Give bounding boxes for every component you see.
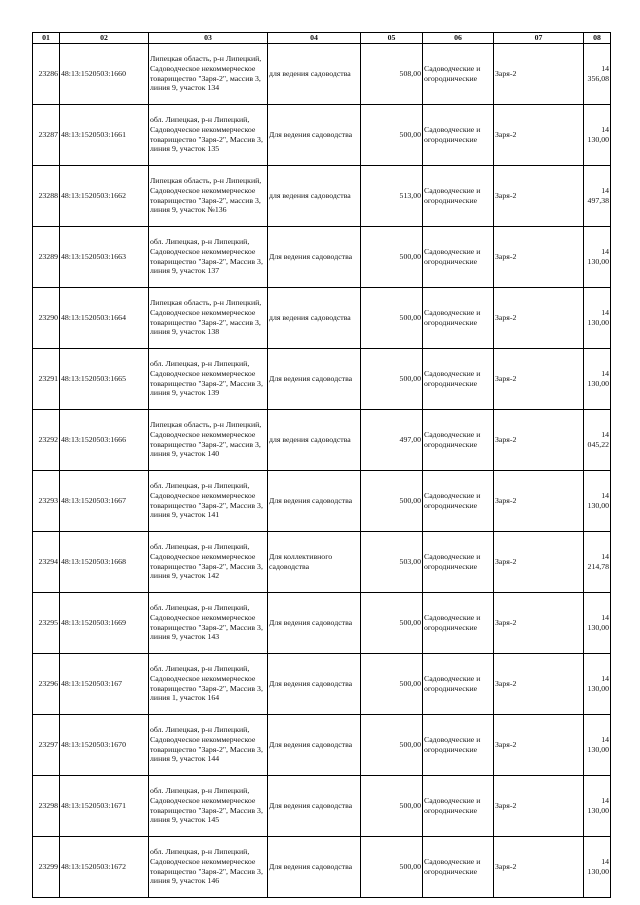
- plot-address-cell: обл. Липецкая, р-н Липецкий, Садоводческое некоммерческое товарищество "Заря-2", Массив 3, линия 9, участок 143: [149, 592, 268, 653]
- land-category-cell: Садоводческие и огороднические: [423, 836, 494, 897]
- plot-area-cell: 497,00: [361, 409, 423, 470]
- permitted-use-cell: Для ведения садоводства: [268, 592, 361, 653]
- society-name-cell: Заря-2: [494, 531, 584, 592]
- society-name-cell: Заря-2: [494, 592, 584, 653]
- plot-address-cell: обл. Липецкая, р-н Липецкий, Садоводческое некоммерческое товарищество "Заря-2", Массив 3, линия 9, участок 146: [149, 836, 268, 897]
- cadastral-value-cell: 14 130,00: [584, 348, 611, 409]
- table-row: [33, 592, 611, 653]
- land-category-cell: Садоводческие и огороднические: [423, 409, 494, 470]
- header-cell: 01: [33, 33, 60, 44]
- cadastral-value-cell: 14 214,78: [584, 531, 611, 592]
- record-number-cell: 23297: [33, 714, 60, 775]
- cadastral-number-cell: 48:13:1520503:1663: [60, 226, 149, 287]
- permitted-use-cell: для ведения садоводства: [268, 287, 361, 348]
- plot-area-cell: 500,00: [361, 836, 423, 897]
- table-header-row: [33, 33, 611, 44]
- record-number-cell: 23299: [33, 836, 60, 897]
- society-name-cell: Заря-2: [494, 653, 584, 714]
- plot-area-cell: 500,00: [361, 470, 423, 531]
- cadastral-number-cell: 48:13:1520503:1662: [60, 165, 149, 226]
- record-number-cell: 23288: [33, 165, 60, 226]
- society-name-cell: Заря-2: [494, 775, 584, 836]
- plot-address-cell: Липецкая область, р-н Липецкий, Садоводческое некоммерческое товарищество "Заря-2", массив 3, линия 9, участок 134: [149, 43, 268, 104]
- cadastral-number-cell: 48:13:1520503:1670: [60, 714, 149, 775]
- plot-address-cell: Липецкая область, р-н Липецкий, Садоводческое некоммерческое товарищество "Заря-2", массив 3, линия 9, участок №136: [149, 165, 268, 226]
- record-number-cell: 23295: [33, 592, 60, 653]
- permitted-use-cell: Для ведения садоводства: [268, 104, 361, 165]
- permitted-use-cell: Для ведения садоводства: [268, 714, 361, 775]
- table-row: [33, 836, 611, 897]
- land-category-cell: Садоводческие и огороднические: [423, 165, 494, 226]
- permitted-use-cell: Для ведения садоводства: [268, 470, 361, 531]
- society-name-cell: Заря-2: [494, 226, 584, 287]
- cadastral-number-cell: 48:13:1520503:1667: [60, 470, 149, 531]
- plot-area-cell: 513,00: [361, 165, 423, 226]
- plot-area-cell: 500,00: [361, 775, 423, 836]
- society-name-cell: Заря-2: [494, 470, 584, 531]
- cadastral-value-cell: 14 497,38: [584, 165, 611, 226]
- society-name-cell: Заря-2: [494, 43, 584, 104]
- society-name-cell: Заря-2: [494, 714, 584, 775]
- table-row: [33, 287, 611, 348]
- land-category-cell: Садоводческие и огороднические: [423, 592, 494, 653]
- cadastral-number-cell: 48:13:1520503:1665: [60, 348, 149, 409]
- plot-area-cell: 500,00: [361, 104, 423, 165]
- cadastral-number-cell: 48:13:1520503:167: [60, 653, 149, 714]
- plot-area-cell: 500,00: [361, 714, 423, 775]
- record-number-cell: 23291: [33, 348, 60, 409]
- land-category-cell: Садоводческие и огороднические: [423, 653, 494, 714]
- table-row: [33, 775, 611, 836]
- cadastral-value-cell: 14 356,08: [584, 43, 611, 104]
- cadastral-value-cell: 14 130,00: [584, 226, 611, 287]
- permitted-use-cell: Для ведения садоводства: [268, 226, 361, 287]
- header-cell: 02: [60, 33, 149, 44]
- table-row: [33, 714, 611, 775]
- plot-area-cell: 508,00: [361, 43, 423, 104]
- society-name-cell: Заря-2: [494, 409, 584, 470]
- cadastral-value-cell: 14 130,00: [584, 104, 611, 165]
- record-number-cell: 23286: [33, 43, 60, 104]
- cadastral-number-cell: 48:13:1520503:1660: [60, 43, 149, 104]
- land-category-cell: Садоводческие и огороднические: [423, 531, 494, 592]
- cadastral-number-cell: 48:13:1520503:1671: [60, 775, 149, 836]
- cadastral-value-cell: 14 130,00: [584, 775, 611, 836]
- plot-address-cell: обл. Липецкая, р-н Липецкий, Садоводческое некоммерческое товарищество "Заря-2", Массив 3, линия 1, участок 164: [149, 653, 268, 714]
- table-row: [33, 653, 611, 714]
- permitted-use-cell: Для коллективного садоводства: [268, 531, 361, 592]
- cadastral-value-cell: 14 045,22: [584, 409, 611, 470]
- cadastral-value-cell: 14 130,00: [584, 592, 611, 653]
- land-category-cell: Садоводческие и огороднические: [423, 226, 494, 287]
- table-row: [33, 165, 611, 226]
- permitted-use-cell: для ведения садоводства: [268, 165, 361, 226]
- table-row: [33, 43, 611, 104]
- cadastral-value-cell: 14 130,00: [584, 836, 611, 897]
- permitted-use-cell: Для ведения садоводства: [268, 775, 361, 836]
- land-plot-table: [32, 32, 611, 898]
- table-body: [33, 43, 611, 897]
- plot-area-cell: 500,00: [361, 592, 423, 653]
- header-cell: 03: [149, 33, 268, 44]
- land-category-cell: Садоводческие и огороднические: [423, 348, 494, 409]
- plot-address-cell: обл. Липецкая, р-н Липецкий, Садоводческое некоммерческое товарищество "Заря-2", Массив 3, линия 9, участок 139: [149, 348, 268, 409]
- plot-address-cell: обл. Липецкая, р-н Липецкий, Садоводческое некоммерческое товарищество "Заря-2", Массив 3, линия 9, участок 135: [149, 104, 268, 165]
- plot-address-cell: обл. Липецкая, р-н Липецкий, Садоводческое некоммерческое товарищество "Заря-2", Массив 3, линия 9, участок 141: [149, 470, 268, 531]
- plot-address-cell: Липецкая область, р-н Липецкий, Садоводческое некоммерческое товарищество "Заря-2", массив 3, линия 9, участок 140: [149, 409, 268, 470]
- society-name-cell: Заря-2: [494, 287, 584, 348]
- cadastral-value-cell: 14 130,00: [584, 287, 611, 348]
- land-category-cell: Садоводческие и огороднические: [423, 43, 494, 104]
- table-row: [33, 470, 611, 531]
- permitted-use-cell: Для ведения садоводства: [268, 836, 361, 897]
- society-name-cell: Заря-2: [494, 104, 584, 165]
- plot-area-cell: 500,00: [361, 226, 423, 287]
- plot-address-cell: обл. Липецкая, р-н Липецкий, Садоводческое некоммерческое товарищество "Заря-2", Массив 3, линия 9, участок 144: [149, 714, 268, 775]
- cadastral-number-cell: 48:13:1520503:1664: [60, 287, 149, 348]
- society-name-cell: Заря-2: [494, 836, 584, 897]
- record-number-cell: 23292: [33, 409, 60, 470]
- permitted-use-cell: для ведения садоводства: [268, 409, 361, 470]
- plot-area-cell: 500,00: [361, 287, 423, 348]
- society-name-cell: Заря-2: [494, 348, 584, 409]
- record-number-cell: 23296: [33, 653, 60, 714]
- plot-area-cell: 500,00: [361, 348, 423, 409]
- plot-address-cell: обл. Липецкая, р-н Липецкий, Садоводческое некоммерческое товарищество "Заря-2", Массив 3, линия 9, участок 145: [149, 775, 268, 836]
- land-category-cell: Садоводческие и огороднические: [423, 470, 494, 531]
- header-cell: 05: [361, 33, 423, 44]
- record-number-cell: 23290: [33, 287, 60, 348]
- permitted-use-cell: Для ведения садоводства: [268, 653, 361, 714]
- plot-address-cell: Липецкая область, р-н Липецкий, Садоводческое некоммерческое товарищество "Заря-2", массив 3, линия 9, участок 138: [149, 287, 268, 348]
- header-cell: 06: [423, 33, 494, 44]
- plot-address-cell: обл. Липецкая, р-н Липецкий, Садоводческое некоммерческое товарищество "Заря-2", Массив 3, линия 9, участок 142: [149, 531, 268, 592]
- record-number-cell: 23287: [33, 104, 60, 165]
- cadastral-value-cell: 14 130,00: [584, 714, 611, 775]
- permitted-use-cell: Для ведения садоводства: [268, 348, 361, 409]
- table-row: [33, 531, 611, 592]
- cadastral-number-cell: 48:13:1520503:1668: [60, 531, 149, 592]
- plot-area-cell: 503,00: [361, 531, 423, 592]
- header-cell: 04: [268, 33, 361, 44]
- land-category-cell: Садоводческие и огороднические: [423, 714, 494, 775]
- society-name-cell: Заря-2: [494, 165, 584, 226]
- table-row: [33, 104, 611, 165]
- record-number-cell: 23298: [33, 775, 60, 836]
- cadastral-number-cell: 48:13:1520503:1666: [60, 409, 149, 470]
- record-number-cell: 23294: [33, 531, 60, 592]
- land-category-cell: Садоводческие и огороднические: [423, 104, 494, 165]
- plot-address-cell: обл. Липецкая, р-н Липецкий, Садоводческое некоммерческое товарищество "Заря-2", Массив 3, линия 9, участок 137: [149, 226, 268, 287]
- cadastral-number-cell: 48:13:1520503:1672: [60, 836, 149, 897]
- land-category-cell: Садоводческие и огороднические: [423, 775, 494, 836]
- record-number-cell: 23293: [33, 470, 60, 531]
- header-cell: 08: [584, 33, 611, 44]
- table-row: [33, 348, 611, 409]
- cadastral-number-cell: 48:13:1520503:1661: [60, 104, 149, 165]
- record-number-cell: 23289: [33, 226, 60, 287]
- header-cell: 07: [494, 33, 584, 44]
- cadastral-value-cell: 14 130,00: [584, 653, 611, 714]
- cadastral-value-cell: 14 130,00: [584, 470, 611, 531]
- plot-area-cell: 500,00: [361, 653, 423, 714]
- permitted-use-cell: для ведения садоводства: [268, 43, 361, 104]
- cadastral-number-cell: 48:13:1520503:1669: [60, 592, 149, 653]
- table-row: [33, 226, 611, 287]
- table-row: [33, 409, 611, 470]
- land-category-cell: Садоводческие и огороднические: [423, 287, 494, 348]
